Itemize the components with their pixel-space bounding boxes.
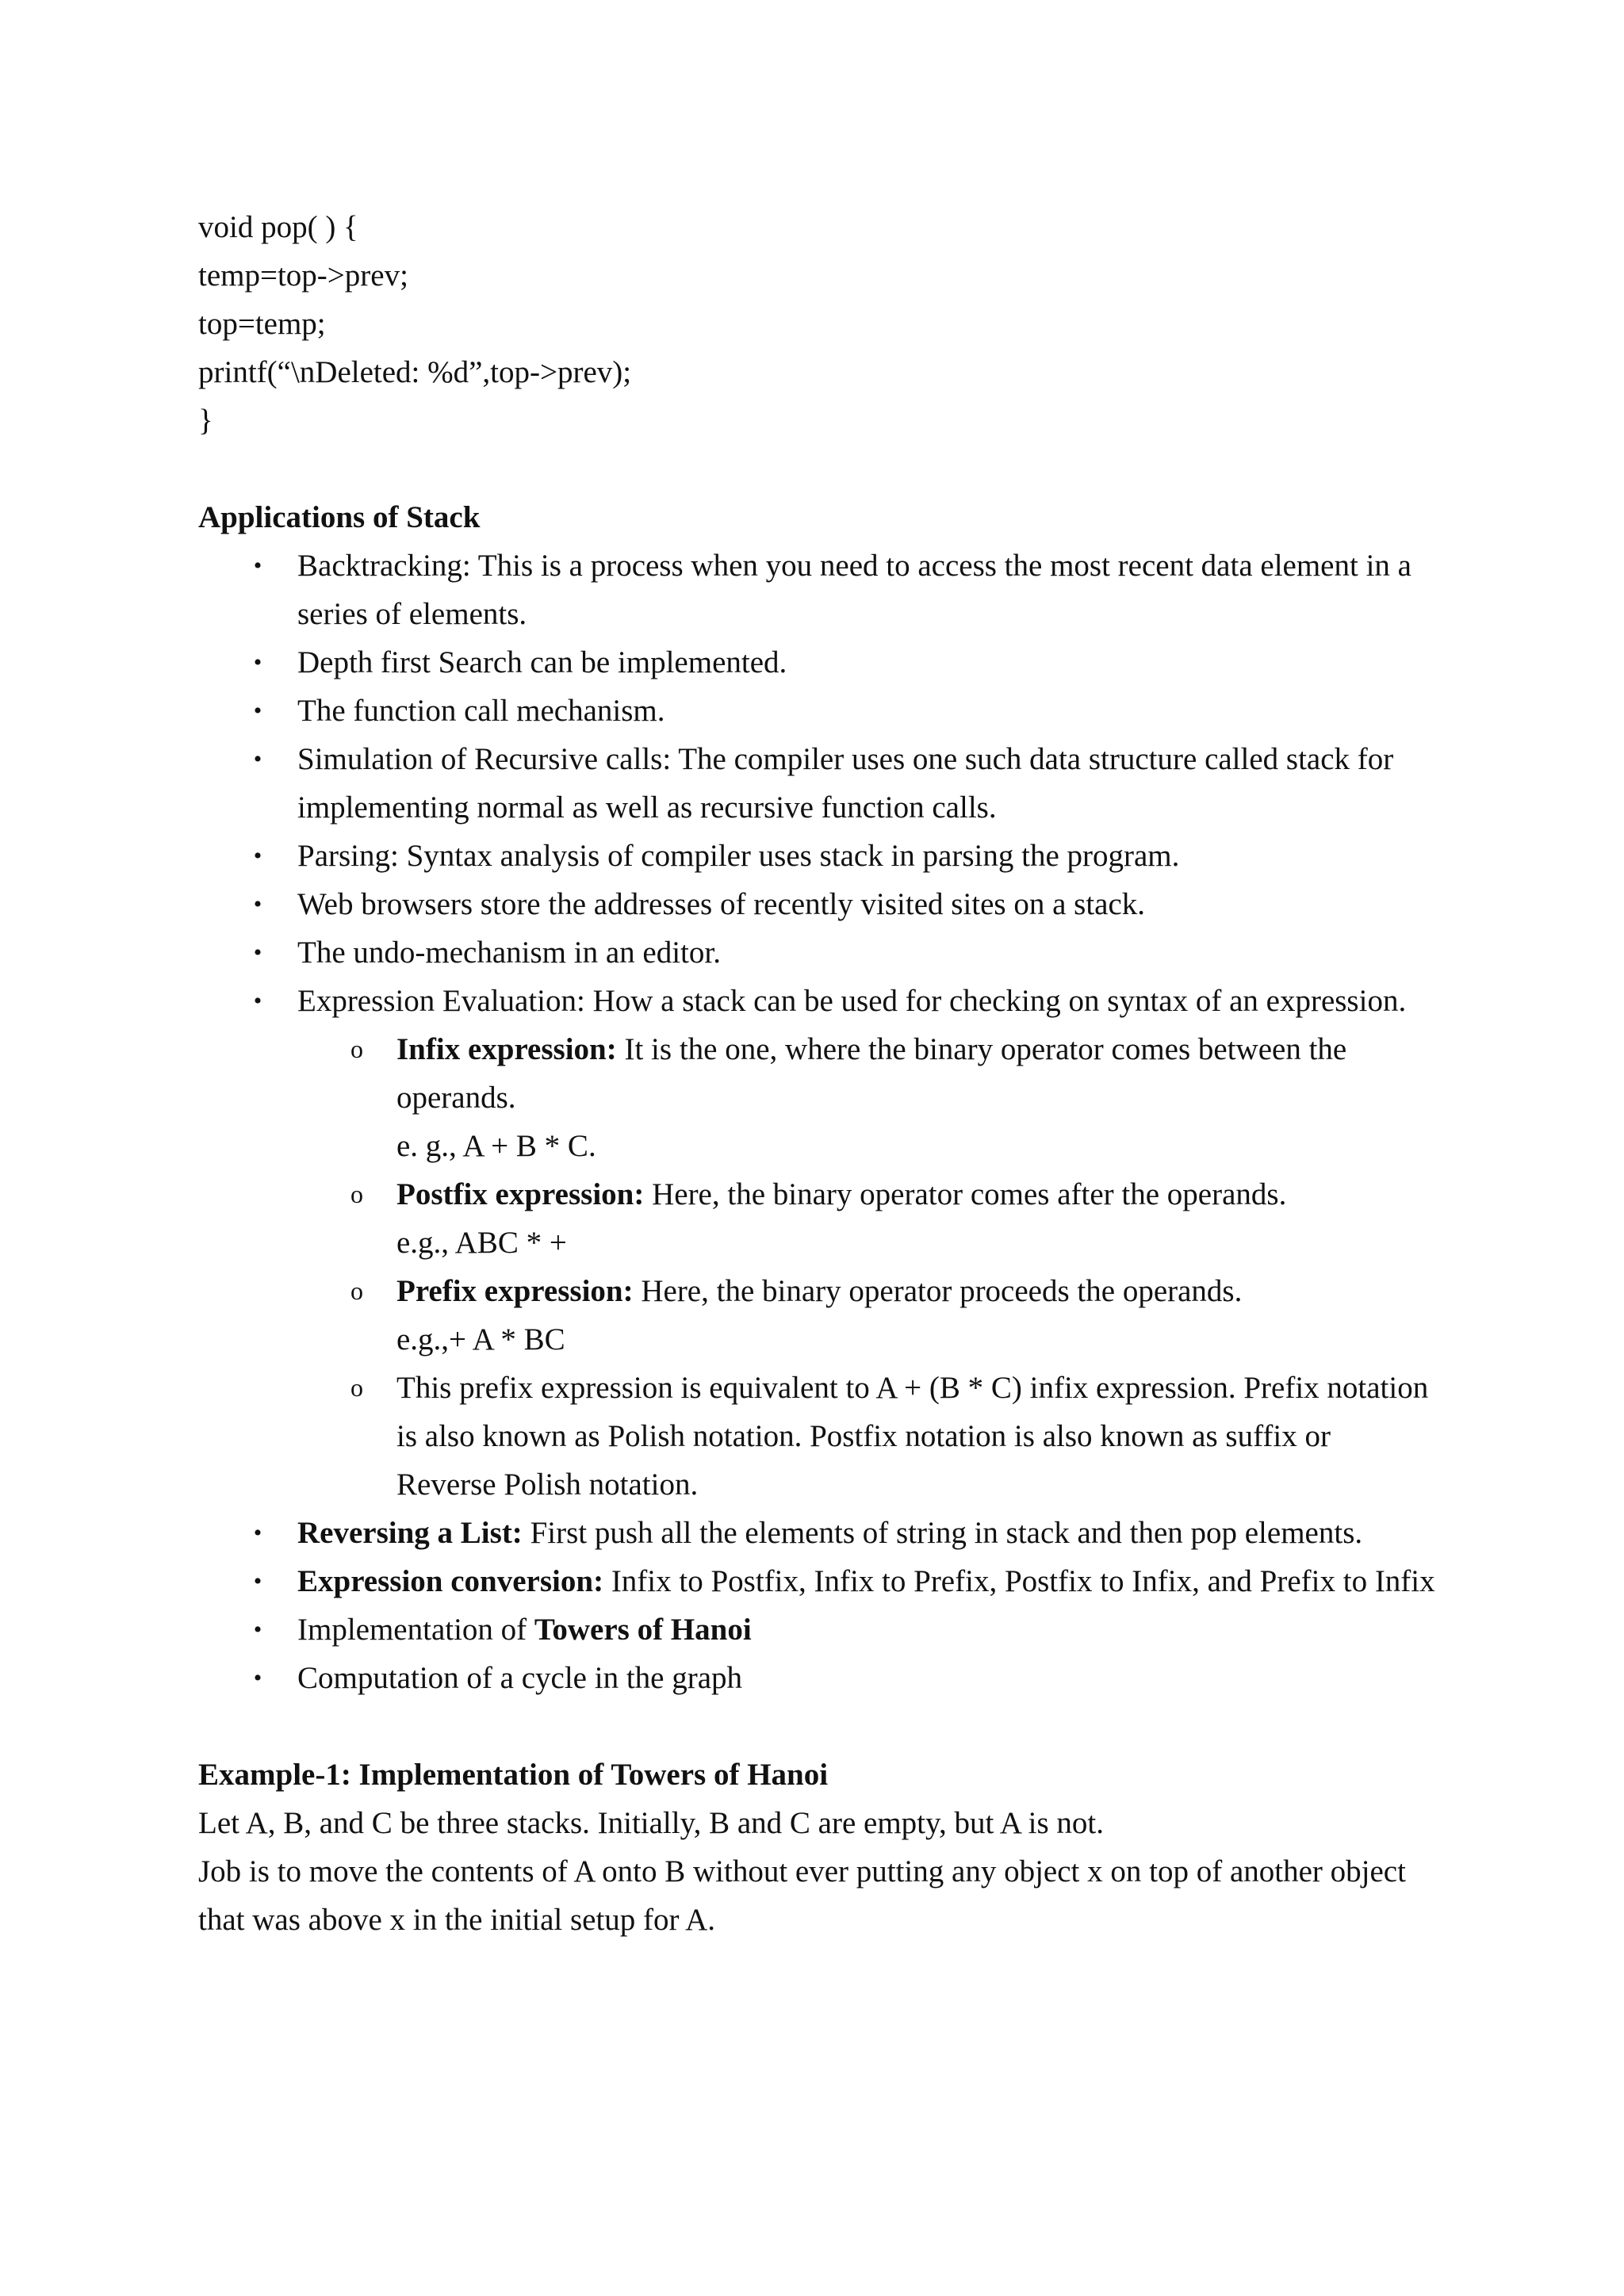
bullet-icon: • xyxy=(253,746,262,772)
term-description: Here, the binary operator comes after the operands. xyxy=(644,1177,1287,1211)
spacer xyxy=(198,1702,1435,1751)
term-description: It is the one, where the binary operator comes between the operands. xyxy=(396,1032,1347,1115)
list-item xyxy=(198,1557,1435,1605)
bullet-icon: • xyxy=(253,1665,262,1691)
list-item-text: Infix to Postfix, Infix to Prefix, Postfix to Infix, and Prefix to Infix xyxy=(603,1564,1435,1598)
example-heading: Example-1: Implementation of Towers of Hanoi xyxy=(198,1758,829,1792)
term-example: e.g., ABC * + xyxy=(396,1226,567,1260)
list-item xyxy=(198,687,1435,735)
document-page xyxy=(198,203,1435,1944)
term-label: Reversing a List: xyxy=(297,1516,523,1550)
list-item-text: Web browsers store the addresses of recently visited sites on a stack. xyxy=(297,887,1146,921)
list-item xyxy=(198,735,1435,832)
code-line: temp=top->prev; xyxy=(198,258,408,293)
list-item xyxy=(198,1509,1435,1557)
term-example: e.g.,+ A * BC xyxy=(396,1322,565,1357)
term-label: Towers of Hanoi xyxy=(534,1613,752,1647)
circle-bullet-icon: o xyxy=(350,1180,363,1208)
term-description: This prefix expression is equivalent to A + (B * C) infix expression. Prefix notation is also known as Polish notation. Postfix notation is also known as suffix or Reverse Polish notation. xyxy=(396,1371,1429,1502)
code-line: printf(“\nDeleted: %d”,top->prev); xyxy=(198,355,632,389)
list-item-text: Depth first Search can be implemented. xyxy=(297,645,787,679)
list-item xyxy=(198,541,1435,638)
bullet-icon: • xyxy=(253,1617,262,1643)
sub-list-item xyxy=(297,1364,1435,1509)
list-item-text: Backtracking: This is a process when you need to access the most recent data element in a series of elements. xyxy=(297,549,1411,631)
code-line: void pop( ) { xyxy=(198,210,358,244)
expression-sublist xyxy=(297,1025,1435,1509)
bullet-icon: • xyxy=(253,843,262,869)
term-label: Prefix expression: xyxy=(396,1274,634,1308)
list-item xyxy=(198,928,1435,977)
bullet-icon: • xyxy=(253,988,262,1014)
list-item xyxy=(198,638,1435,687)
code-line: top=temp; xyxy=(198,307,326,341)
bullet-icon: • xyxy=(253,649,262,675)
term-description: Here, the binary operator proceeds the operands. xyxy=(633,1274,1243,1308)
list-item-text: The undo-mechanism in an editor. xyxy=(297,936,721,970)
code-line: } xyxy=(198,404,213,438)
term-label: Expression conversion: xyxy=(297,1564,604,1598)
bullet-icon: • xyxy=(253,939,262,966)
sub-list-item xyxy=(297,1025,1435,1170)
code-block-pop xyxy=(198,203,1435,445)
list-item xyxy=(198,1605,1435,1654)
sub-list-item xyxy=(297,1170,1435,1267)
applications-list xyxy=(198,541,1435,1702)
sub-list-item xyxy=(297,1267,1435,1364)
circle-bullet-icon: o xyxy=(350,1276,363,1305)
list-item xyxy=(198,1654,1435,1702)
list-item-text: First push all the elements of string in stack and then pop elements. xyxy=(522,1516,1363,1550)
example-paragraph: Let A, B, and C be three stacks. Initially, B and C are empty, but A is not. xyxy=(198,1806,1105,1840)
bullet-icon: • xyxy=(253,553,262,579)
bullet-icon: • xyxy=(253,698,262,724)
list-item-text: Parsing: Syntax analysis of compiler uses stack in parsing the program. xyxy=(297,839,1180,873)
applications-heading: Applications of Stack xyxy=(198,500,481,534)
list-item-text: Expression Evaluation: How a stack can be used for checking on syntax of an expression. xyxy=(297,984,1407,1018)
list-item-text: The function call mechanism. xyxy=(297,694,665,728)
list-item-text: Simulation of Recursive calls: The compiler uses one such data structure called stack for implementing normal as well as recursive function calls. xyxy=(297,742,1394,825)
term-label: Postfix expression: xyxy=(396,1177,645,1211)
circle-bullet-icon: o xyxy=(350,1373,363,1402)
bullet-icon: • xyxy=(253,1520,262,1546)
list-item-text: Computation of a cycle in the graph xyxy=(297,1661,743,1695)
circle-bullet-icon: o xyxy=(350,1035,363,1063)
list-item xyxy=(198,832,1435,880)
term-example: e. g., A + B * C. xyxy=(396,1129,596,1163)
bullet-icon: • xyxy=(253,1568,262,1594)
bullet-icon: • xyxy=(253,891,262,917)
term-label: Infix expression: xyxy=(396,1032,617,1066)
list-item-text: Implementation of xyxy=(297,1613,534,1647)
example-paragraph: Job is to move the contents of A onto B without ever putting any object x on top of another object that was above x in the initial setup for A. xyxy=(198,1854,1406,1937)
list-item xyxy=(198,977,1435,1509)
list-item xyxy=(198,880,1435,928)
